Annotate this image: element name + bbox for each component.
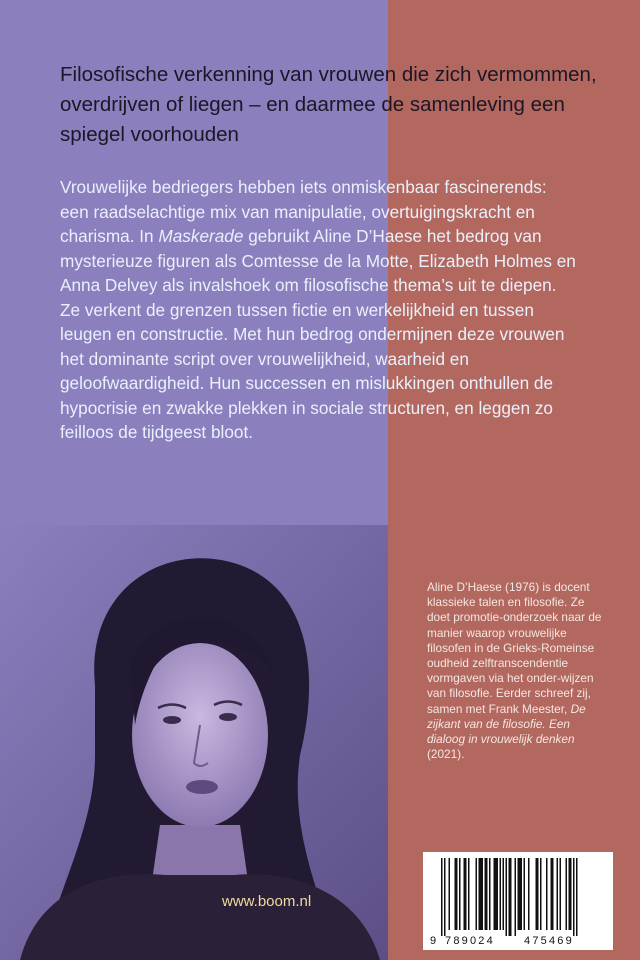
barcode-bar [540,858,542,930]
barcode-bar [468,858,470,930]
barcode-bar [485,858,488,930]
barcode-bar [455,858,458,930]
barcode-bar [476,858,478,930]
barcode-bar [569,858,572,930]
barcode-bar [503,858,505,930]
barcode-bar [573,858,575,936]
barcode-bar [441,858,443,936]
blurb [60,175,580,445]
barcode-first-digit: 9 [430,935,437,947]
barcode-bar [509,858,512,936]
barcode-bar [536,858,539,930]
barcode-bar [506,858,508,936]
barcode-bar [576,858,578,936]
barcode-bar [515,858,517,936]
author-portrait [0,525,388,960]
barcode-bars [441,858,578,936]
barcode-bar [528,858,530,930]
barcode-bar [459,858,461,930]
barcode-group-1: 789024 [445,935,495,947]
barcode-bar [494,858,499,930]
barcode-group-2: 475469 [524,935,574,947]
blurb-rest: gebruikt Aline D’Haese het bedrog van mysterieuze figuren als Comtesse de la Motte, Elizabeth Holmes en Anna Delvey als invalshoek om filosofische thema’s uit te diepen. Ze verkent de grenzen tussen fictie en werkelijkheid en tussen leugen en constructie. Met hun bedrog ondermijnen deze vrouwen het dominante script over vrouwelijkheid, waarheid en geloofwaardigheid. Hun successen en mislukkingen onthullen de hypocrisie en zwakke plekken in sociale structuren, en leggen zo feilloos de tijdgeest bloot. [60,226,576,442]
barcode-bar [500,858,502,930]
isbn-barcode [423,852,613,950]
barcode-bar [518,858,523,930]
author-bio-book-title: De zijkant van de filosofie. Een dialoog in vrouwelijk denken [427,701,586,747]
barcode-bar [489,858,491,930]
publisher-website-link[interactable]: www.boom.nl [222,893,312,910]
barcode-bar [557,858,559,930]
author-bio-year: (2021). [427,747,465,762]
blurb-book-title: Maskerade [158,226,244,246]
barcode-bar [551,858,554,930]
author-bio-text: Aline D’Haese (1976) is docent klassieke talen en filosofie. Ze doet promotie-onderzoek naar de manier waarop vrouwelijke filosofen in de Grieks-Romeinse oudheid zelftranscendentie vormgaven via het onder-wijzen van filosofie. Eerder schreef zij, samen met Frank Meester, [427,580,602,716]
barcode-bar [464,858,467,930]
barcode-bar [524,858,526,930]
headline: Filosofische verkenning van vrouwen die zich vermommen, overdrijven of liegen – en daarmee de samenleving een spiegel voorhouden [60,63,597,146]
blurb-intro: Vrouwelijke bedriegers hebben iets onmiskenbaar fascinerends: een raadselachtige mix van manipulatie, overtuigingskracht en charisma. In [60,177,547,246]
barcode-bar [560,858,562,930]
barcode-bar [546,858,548,930]
author-bio [427,580,607,762]
barcode-bar [479,858,484,930]
barcode-bar [444,858,446,936]
barcode-bar [566,858,568,930]
barcode-bar [449,858,451,930]
